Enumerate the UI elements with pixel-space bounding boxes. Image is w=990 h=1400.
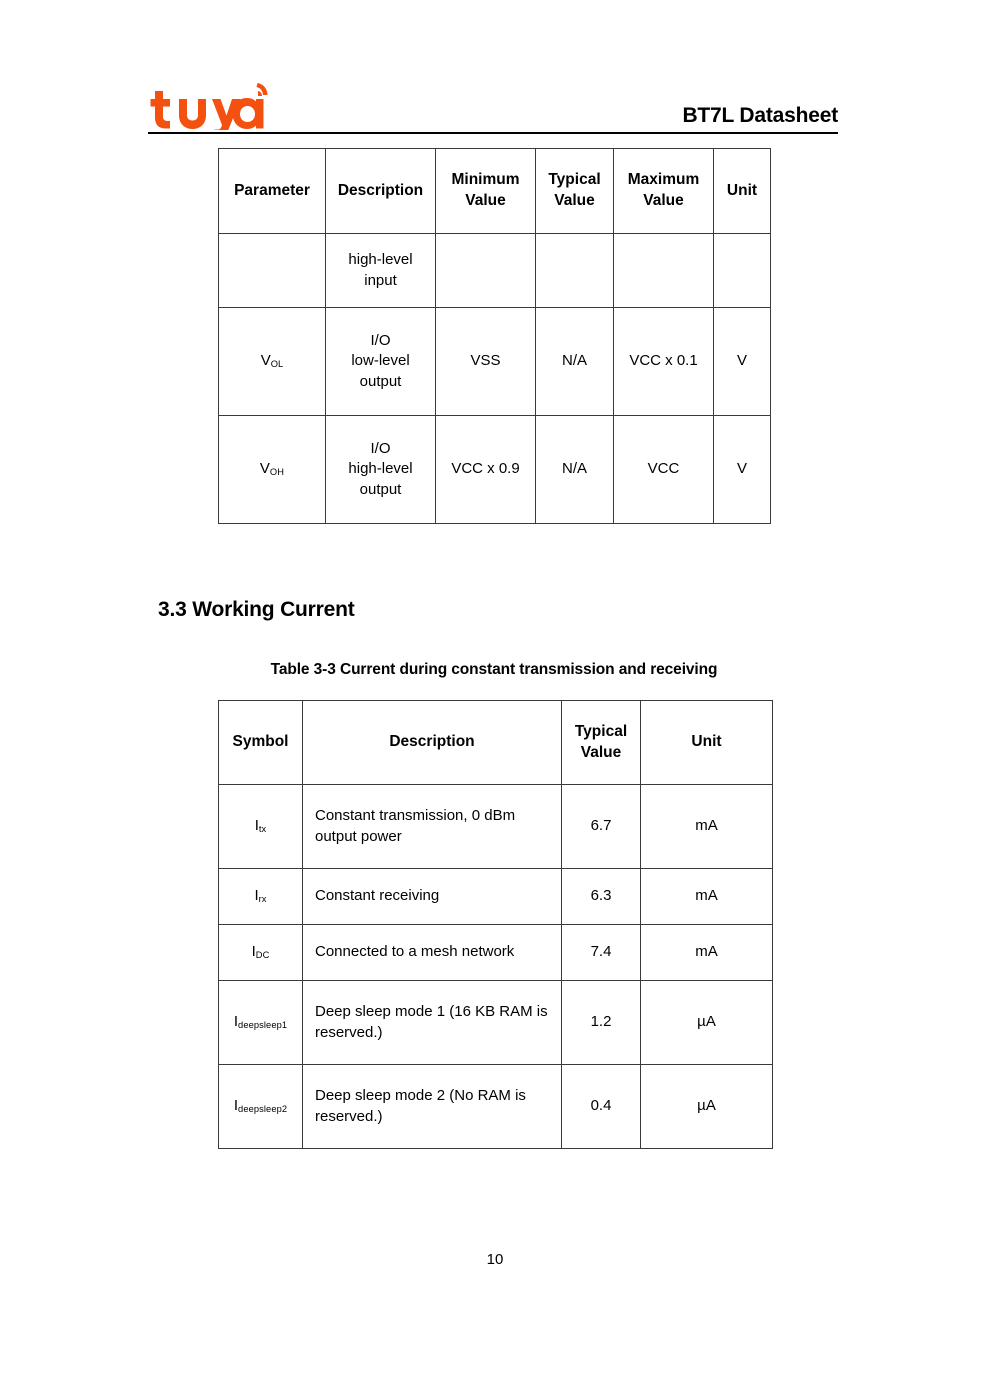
working-current-table: [218, 700, 773, 1149]
header-line: Typical: [574, 722, 628, 740]
cell-description: [303, 869, 562, 925]
column-header-description: [326, 149, 436, 234]
parameter-symbol: V: [259, 460, 270, 478]
description-line: output: [359, 480, 402, 498]
value: V: [736, 352, 747, 370]
header-line: Value: [643, 192, 684, 209]
cell-typical: [562, 785, 641, 869]
cell-unit: [641, 981, 773, 1065]
tuya-logo-icon: [148, 80, 268, 130]
section-heading-working-current: 3.3 Working Current: [158, 598, 355, 621]
header-line: Description: [389, 733, 475, 751]
cell-description: [303, 785, 562, 869]
column-header-unit: [641, 701, 773, 785]
cell-unit: [641, 925, 773, 981]
cell-unit: [641, 869, 773, 925]
cell-typical: [562, 869, 641, 925]
cell-unit: [714, 416, 771, 524]
column-header-description: [303, 701, 562, 785]
cell-description: [326, 308, 436, 416]
cell-minimum: [436, 234, 536, 308]
column-header-parameter: [219, 149, 326, 234]
description-line: low-level: [351, 352, 410, 370]
value: VCC x 0.9: [451, 460, 520, 478]
column-header-typical-value: [562, 701, 641, 785]
cell-description: [303, 981, 562, 1065]
cell-typical: [536, 416, 614, 524]
table-row: [219, 416, 771, 524]
header-line: Symbol: [232, 733, 289, 751]
value: N/A: [561, 352, 587, 370]
header-line: Typical: [548, 171, 601, 189]
symbol: I: [254, 887, 259, 905]
cell-maximum: [614, 416, 714, 524]
symbol: I: [254, 817, 259, 835]
description-text: Constant receiving: [315, 887, 440, 905]
header-line: Unit: [691, 733, 722, 751]
value: mA: [695, 887, 718, 905]
description-line: input: [364, 271, 397, 289]
table-header-row: [219, 701, 773, 785]
cell-unit: [714, 234, 771, 308]
value: 1.2: [590, 1013, 612, 1031]
description-line: high-level: [348, 251, 413, 269]
cell-parameter: [219, 416, 326, 524]
cell-symbol: [219, 785, 303, 869]
header-line: Unit: [726, 181, 758, 199]
table-row: [219, 981, 773, 1065]
symbol-subscript: rx: [258, 894, 267, 905]
column-header-symbol: [219, 701, 303, 785]
value: mA: [695, 943, 718, 961]
parameter-subscript: OL: [270, 359, 284, 370]
description-line: I/O: [370, 440, 391, 458]
cell-symbol: [219, 925, 303, 981]
value: 7.4: [590, 943, 612, 961]
page-number: 10: [486, 1251, 504, 1268]
description-line: high-level: [348, 460, 413, 478]
symbol: I: [233, 1013, 239, 1031]
header-line: Minimum: [451, 171, 520, 189]
description-text: Deep sleep mode 1 (16 KB RAM is reserved.): [315, 1003, 548, 1041]
value: VCC: [647, 460, 680, 478]
value: µA: [697, 1013, 716, 1031]
cell-symbol: [219, 981, 303, 1065]
header-line: Maximum: [627, 171, 700, 189]
symbol-subscript: deepsleep1: [238, 1020, 288, 1031]
column-header-typical-value: [536, 149, 614, 234]
parameter-subscript: OH: [269, 467, 285, 478]
cell-unit: [641, 785, 773, 869]
cell-parameter: [219, 308, 326, 416]
header-line: Parameter: [234, 181, 310, 199]
symbol-subscript: deepsleep2: [238, 1104, 288, 1115]
symbol-subscript: DC: [255, 950, 270, 961]
cell-description: [326, 234, 436, 308]
table-row: [219, 925, 773, 981]
value: µA: [697, 1097, 716, 1115]
column-header-maximum-value: [614, 149, 714, 234]
cell-typical: [536, 234, 614, 308]
cell-unit: [641, 1065, 773, 1149]
cell-typical: [562, 925, 641, 981]
value: 0.4: [590, 1097, 612, 1115]
symbol-subscript: tx: [258, 824, 267, 835]
header-line: Value: [465, 192, 506, 209]
description-text: Constant transmission, 0 dBm output power: [315, 807, 516, 845]
symbol: I: [233, 1097, 239, 1115]
parameter-symbol: V: [260, 352, 271, 370]
page-header: [148, 74, 838, 134]
cell-description: [326, 416, 436, 524]
table-row: [219, 1065, 773, 1149]
table-header-row: [219, 149, 771, 234]
symbol: I: [251, 943, 256, 961]
value: VCC x 0.1: [629, 352, 698, 370]
description-text: Deep sleep mode 2 (No RAM is reserved.): [315, 1087, 526, 1125]
value: 6.3: [590, 887, 612, 905]
value: mA: [695, 817, 718, 835]
table-row: [219, 869, 773, 925]
table-row: [219, 308, 771, 416]
column-header-minimum-value: [436, 149, 536, 234]
table-caption-3-3: Table 3-3 Current during constant transmission and receiving: [270, 661, 718, 678]
description-text: Connected to a mesh network: [315, 943, 515, 961]
cell-symbol: [219, 1065, 303, 1149]
value: N/A: [561, 460, 587, 478]
header-line: Description: [337, 181, 424, 199]
description-line: I/O: [370, 332, 391, 350]
header-line: Value: [580, 743, 622, 761]
cell-minimum: [436, 416, 536, 524]
cell-minimum: [436, 308, 536, 416]
value: V: [736, 460, 747, 478]
column-header-unit: [714, 149, 771, 234]
cell-typical: [562, 1065, 641, 1149]
cell-description: [303, 925, 562, 981]
cell-parameter: [219, 234, 326, 308]
table-row: [219, 785, 773, 869]
cell-unit: [714, 308, 771, 416]
cell-description: [303, 1065, 562, 1149]
value: VSS: [470, 352, 501, 370]
value: 6.7: [590, 817, 612, 835]
cell-typical: [562, 981, 641, 1065]
header-line: Value: [554, 192, 595, 209]
cell-symbol: [219, 869, 303, 925]
cell-maximum: [614, 308, 714, 416]
cell-maximum: [614, 234, 714, 308]
cell-typical: [536, 308, 614, 416]
table-row: [219, 234, 771, 308]
description-line: output: [359, 372, 402, 390]
document-title: BT7L Datasheet: [682, 104, 838, 127]
electrical-characteristics-table: [218, 148, 771, 524]
